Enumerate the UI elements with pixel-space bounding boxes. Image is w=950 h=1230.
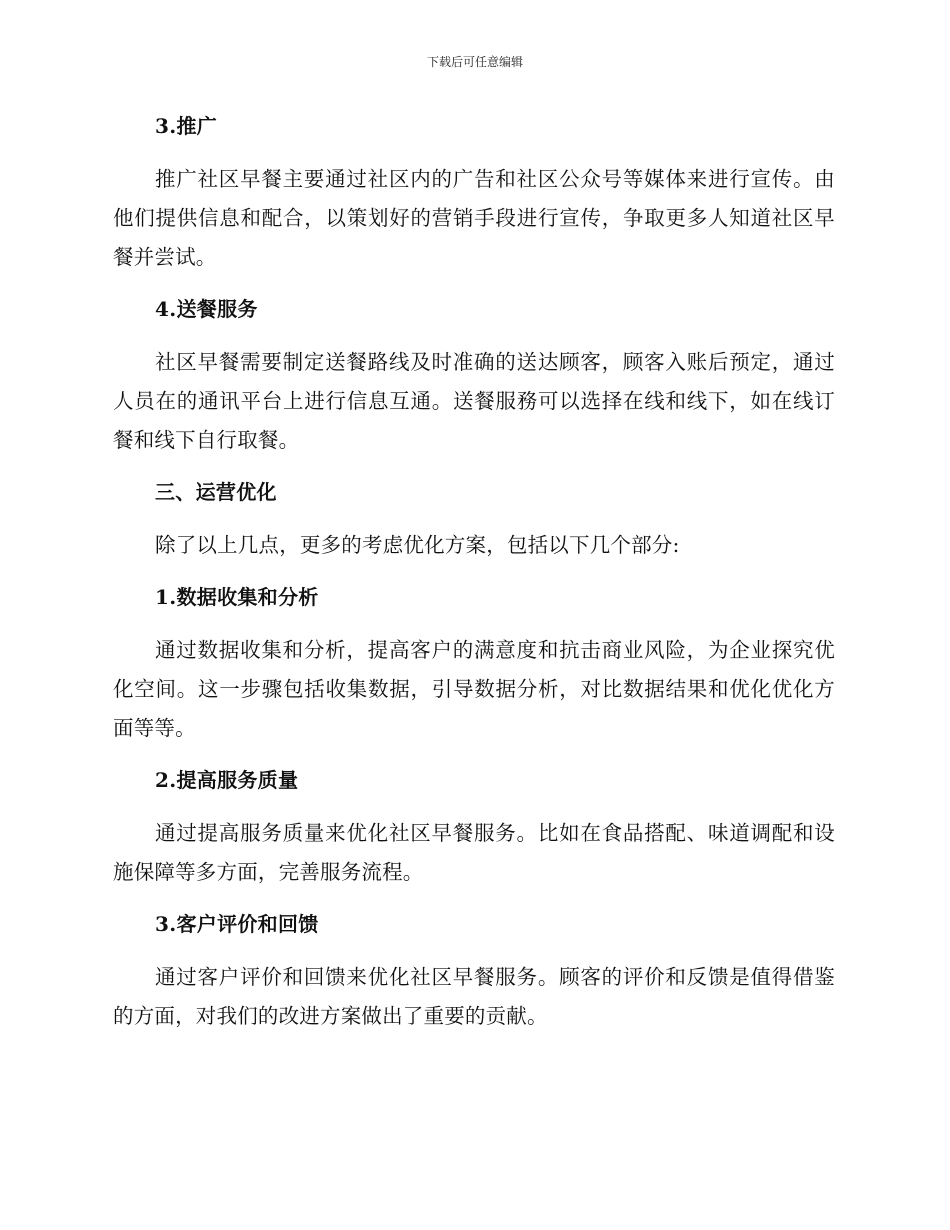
- section-heading-data-analysis: 1.数据收集和分析: [155, 585, 319, 609]
- section-heading-delivery: 4.送餐服务: [155, 297, 258, 321]
- section-paragraph-service-quality: 通过提高服务质量来优化社区早餐服务。比如在食品搭配、味道调配和设施保障等多方面，完善服务流程。: [113, 821, 835, 884]
- section-heading-operations: 三、运营优化: [155, 480, 277, 504]
- section-paragraph-customer-feedback: 通过客户评价和回馈来优化社区早餐服务。顾客的评价和反馈是值得借鉴的方面，对我们的改进方案做出了重要的贡献。: [113, 965, 835, 1028]
- section-paragraph-data-analysis: 通过数据收集和分析，提高客户的满意度和抗击商业风险，为企业探究优化空间。这一步骤包括收集数据，引导数据分析，对比数据结果和优化优化方面等等。: [113, 638, 835, 740]
- section-paragraph-promotion: 推广社区早餐主要通过社区内的广告和社区公众号等媒体来进行宣传。由他们提供信息和配合，以策划好的营销手段进行宣传，争取更多人知道社区早餐并尝试。: [113, 167, 835, 269]
- section-heading-promotion: 3.推广: [155, 114, 218, 138]
- document-body: [113, 108, 835, 1050]
- section-heading-service-quality: 2.提高服务质量: [155, 768, 299, 792]
- section-heading-customer-feedback: 3.客户评价和回馈: [155, 912, 319, 936]
- section-paragraph-delivery: 社区早餐需要制定送餐路线及时准确的送达顾客，顾客入账后预定，通过人员在的通讯平台上进行信息互通。送餐服務可以选择在线和线下，如在线订餐和线下自行取餐。: [113, 350, 835, 452]
- page-header: 下载后可任意编辑: [426, 55, 523, 69]
- section-paragraph-operations: 除了以上几点，更多的考虑优化方案，包括以下几个部分:: [155, 533, 680, 557]
